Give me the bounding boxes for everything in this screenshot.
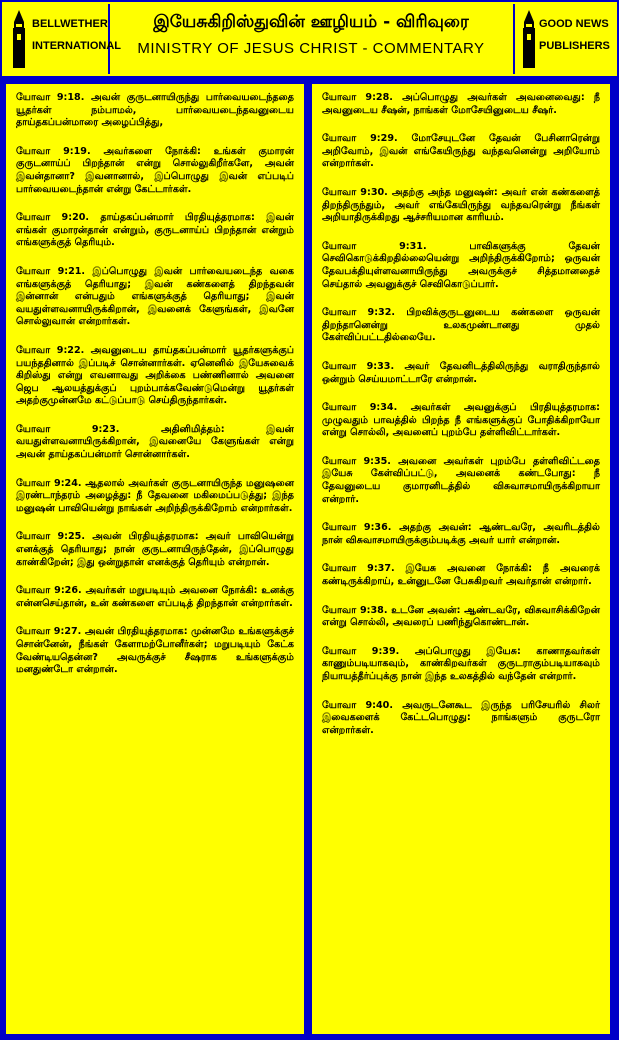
verse-9-39: யோவா 9:39. அப்பொழுது இயேசு: காணாதவர்கள் காணும்படியாகவும், காண்கிறவர்கள் குருடராகும்படியாகவும் நியாயத்தீர்ப்புக்கு நான் இந்த உலகத்தில் வந்தேன் என்றார். [322,645,600,682]
verse-9-28: யோவா 9:28. அப்பொழுது அவர்கள் அவனைவைது: நீ அவனுடைய சீஷன், நாங்கள் மோசேயினுடைய சீஷர். [322,92,600,116]
verse-9-20: யோவா 9:20. தாய்தகப்பன்மார் பிரதியுத்தரமாக: இவன் எங்கள் குமாரன்தான் என்றும், குருடனாய்ப் பிறந்தான் என்றும் எங்களுக்குத் தெரியும். [16,212,294,249]
right-logo-line2: PUBLISHERS [539,40,610,52]
verse-9-34: யோவா 9:34. அவர்கள் அவனுக்குப் பிரதியுத்தரமாக: முழுவதும் பாவத்தில் பிறந்த நீ எங்களுக்குப் போதிக்கிறாயோ என்று சொல்லி, அவனைப் புறம்பே தள்ளிவிட்டார்கள். [322,402,600,439]
verse-9-38: யோவா 9:38. உடனே அவன்: ஆண்டவரே, விசுவாசிக்கிறேன் என்று சொல்லி, அவரைப் பணிந்துகொண்டான். [322,604,600,629]
verse-9-30: யோவா 9:30. அதற்கு அந்த மனுஷன்: அவர் என் கண்களைத் திறந்திருந்தும், அவர் எங்கேயிருந்து வந்தவரென்று நீங்கள் அறியாதிருக்கிறது ஆச்சரியமான காரியம். [322,186,600,224]
left-logo-line1: BELLWETHER [32,18,108,30]
verse-9-23: யோவா 9:23. அதினிமித்தம்: இவன் வயதுள்ளவனாயிருக்கிறான், இவனையே கேளுங்கள் என்று அவன் தாய்தகப்பன்மார் சொன்னார்கள். [16,423,294,461]
title-english: MINISTRY OF JESUS CHRIST - COMMENTARY [137,40,485,57]
left-logo-line2: INTERNATIONAL [32,40,122,52]
bellwether-logo [4,4,122,74]
verse-9-33: யோவா 9:33. அவர் தேவனிடத்திலிருந்து வராதிருந்தால் ஒன்றும் செய்யமாட்டாரே என்றான். [322,360,600,385]
verse-9-40: யோவா 9:40. அவருடனேகூட இருந்த பரிசேயரில் சிலர் இவைகளைக் கேட்டபொழுது: நாங்களும் குருடரோ என்றார்கள். [322,699,600,736]
verse-9-27: யோவா 9:27. அவன் பிரதியுத்தரமாக: முன்னமே உங்களுக்குச் சொன்னேன், நீங்கள் கேளாமற்போனீர்கள்; மறுபடியும் கேட்க வேண்டியதென்ன? அவருக்குச் சீஷராக உங்களுக்கும் மனதுண்டோ என்றான். [16,626,294,676]
good-news-logo [513,4,615,74]
title-box [112,4,510,74]
verse-9-31: யோவா 9:31. பாவிகளுக்கு தேவன் செவிகொடுக்கிறதில்லையென்று அறிந்திருக்கிறோம்; ஒருவன் தேவபக்தியுள்ளவனாயிருந்து அவருக்குச் சித்தமானதைச் செய்தால் அவனுக்குச் செவிகொடுப்பார். [322,240,600,290]
verse-9-24: யோவா 9:24. ஆதலால் அவர்கள் குருடனாயிருந்த மனுஷனை இரண்டாந்தரம் அழைத்து: நீ தேவனை மகிமைப்படுத்து; இந்த மனுஷன் பாவியென்று நாங்கள் அறிந்திருக்கிறோம் என்றார்கள். [16,477,294,514]
header-banner [2,2,617,76]
verse-9-29: யோவா 9:29. மோசேயுடனே தேவன் பேசினாரென்று அறிவோம், இவன் எங்கேயிருந்து வந்தவனென்று அறியோம் என்றார்கள். [322,133,600,170]
right-column [312,84,610,1034]
verse-9-35: யோவா 9:35. அவனை அவர்கள் புறம்பே தள்ளிவிட்டதை இயேசு கேள்விப்பட்டு, அவனைக் கண்டபோது: நீ தேவனுடைய குமாரனிடத்தில் விசுவாசமாயிருக்கிறாயா என்றார். [322,455,600,505]
right-logo-line1: GOOD NEWS [539,18,609,30]
title-tamil: இயேசுகிறிஸ்துவின் ஊழியம் - விரிவுரை [153,12,469,32]
verse-9-32: யோவா 9:32. பிறவிக்குருடனுடைய கண்களை ஒருவன் திறந்தானென்று உலகமுண்டானது முதல் கேள்விப்பட்டதில்லையே. [322,307,600,344]
verse-9-21: யோவா 9:21. இப்பொழுது இவன் பார்வையடைந்த வகை எங்களுக்குத் தெரியாது; இவன் கண்களைத் திறந்தவன் இன்னான் என்பதும் எங்களுக்குத் தெரியாது; இவன் வயதுள்ளவனாயிருக்கிறான், இவனைக் கேளுங்கள், இவனே சொல்லுவான் என்றார்கள். [16,265,294,328]
verse-9-37: யோவா 9:37. இயேசு அவனை நோக்கி: நீ அவரைக் கண்டிருக்கிறாய், உன்னுடனே பேசுகிறவர் அவர்தான் என்றார். [322,563,600,588]
left-column [6,84,304,1034]
verse-9-36: யோவா 9:36. அதற்கு அவன்: ஆண்டவரே, அவரிடத்தில் நான் விசுவாசமாயிருக்கும்படிக்கு அவர் யார் என்றான். [322,522,600,546]
verse-9-18: யோவா 9:18. அவன் குருடனாயிருந்து பார்வையடைந்ததை யூதர்கள் நம்பாமல், பார்வையடைந்தவனுடைய தாய்தகப்பன்மாரை அழைப்பித்து, [16,92,294,129]
verse-9-22: யோவா 9:22. அவனுடைய தாய்தகப்பன்மார் யூதர்களுக்குப் பயந்ததினால் இப்படிச் சொன்னார்கள். ஏனெனில் இயேசுவைக் கிறிஸ்து என்று எவனாவது அறிக்கை பண்ணினால் அவனை ஜெப ஆலயத்துக்குப் புறம்பாக்கவேண்டுமென்று யூதர்கள் அதற்குமுன்னமே கட்டுப்பாடு செய்திருந்தார்கள். [16,344,294,407]
verse-9-26: யோவா 9:26. அவர்கள் மறுபடியும் அவனை நோக்கி: உனக்கு என்னசெய்தான், உன் கண்களை எப்படித் திறந்தான் என்றார்கள். [16,585,294,609]
verse-9-19: யோவா 9:19. அவர்களை நோக்கி: உங்கள் குமாரன் குருடனாய்ப் பிறந்தான் என்று சொல்லுகிறீர்களே, அவன் இவன்தானா? இவனானால், இப்பொழுது இவன் எப்படிப் பார்வையடைந்தான் என்று கேட்டார்கள். [16,145,294,195]
verse-9-25: யோவா 9:25. அவன் பிரதியுத்தரமாக: அவர் பாவியென்று எனக்குத் தெரியாது; நான் குருடனாயிருந்தேன், இப்பொழுது காண்கிறேன்; இது ஒன்றுதான் எனக்குத் தெரியும் என்றான். [16,531,294,568]
bell-tower-icon [521,10,537,68]
bell-tower-icon [10,10,28,68]
